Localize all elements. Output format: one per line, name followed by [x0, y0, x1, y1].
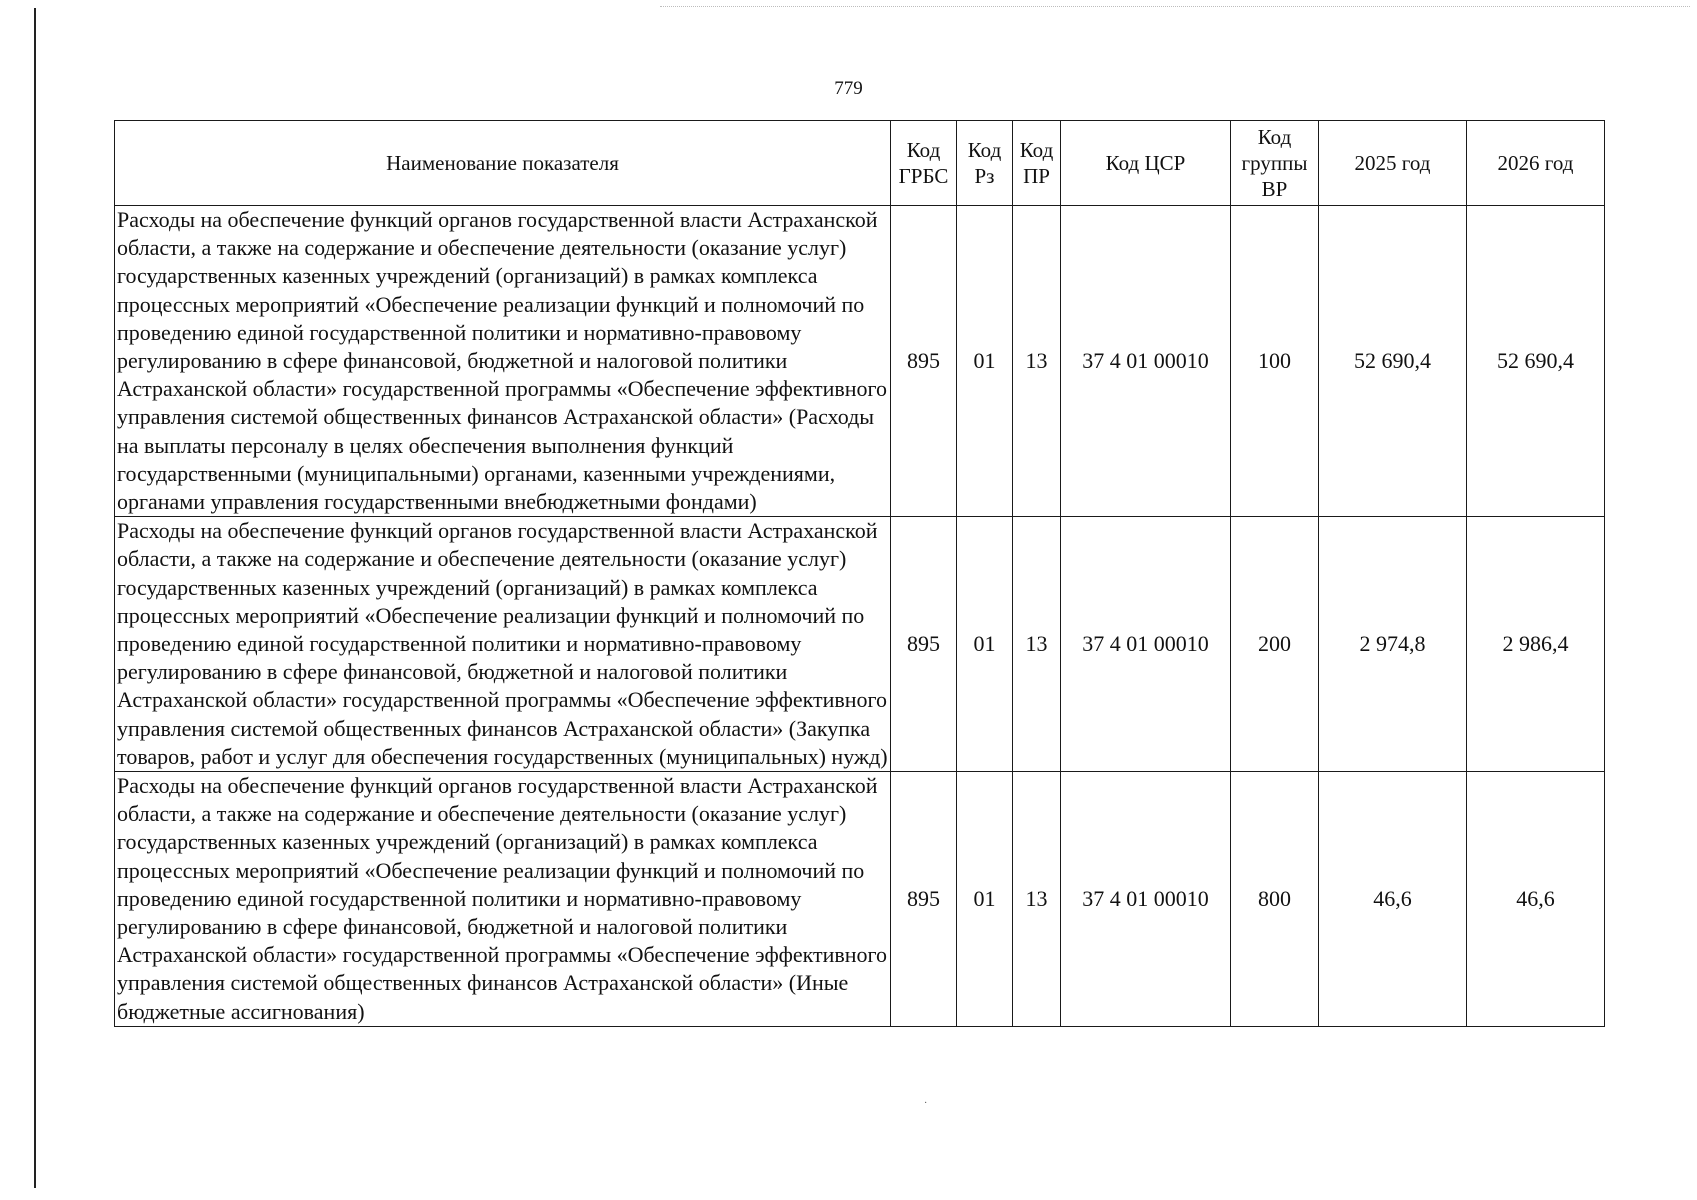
header-pr: Код ПР: [1013, 121, 1061, 206]
table-row: [115, 206, 1605, 517]
row-rz: 01: [957, 772, 1013, 1027]
table-row: [115, 517, 1605, 772]
row-csr: 37 4 01 00010: [1061, 206, 1231, 517]
row-vr: 800: [1231, 772, 1319, 1027]
table-row: [115, 772, 1605, 1027]
row-rz: 01: [957, 517, 1013, 772]
header-name: Наименование показателя: [115, 121, 891, 206]
row-csr: 37 4 01 00010: [1061, 517, 1231, 772]
row-pr: 13: [1013, 517, 1061, 772]
row-csr: 37 4 01 00010: [1061, 772, 1231, 1027]
row-2026: 46,6: [1467, 772, 1605, 1027]
row-pr: 13: [1013, 206, 1061, 517]
header-csr: Код ЦСР: [1061, 121, 1231, 206]
header-grbs: Код ГРБС: [891, 121, 957, 206]
scan-speck: ·: [924, 1098, 928, 1109]
row-rz: 01: [957, 206, 1013, 517]
header-vr: Код группы ВР: [1231, 121, 1319, 206]
top-scan-dots: [660, 6, 1690, 8]
row-2026: 2 986,4: [1467, 517, 1605, 772]
row-vr: 100: [1231, 206, 1319, 517]
header-2025: 2025 год: [1319, 121, 1467, 206]
row-grbs: 895: [891, 517, 957, 772]
page-number: 779: [834, 78, 863, 99]
row-2025: 52 690,4: [1319, 206, 1467, 517]
row-name: Расходы на обеспечение функций органов государственной власти Астраханской области, а также на содержание и обеспечение деятельности (оказание услуг) государственных казенных учреждений (организаций) в рамках комплекса процессных мероприятий «Обеспечение реализации функций и полномочий по проведению единой государственной политики и нормативно-правовому регулированию в сфере финансовой, бюджетной и налоговой политики Астраханской области» государственной программы «Обеспечение эффективного управления системой общественных финансов Астраханской области» (Расходы на выплаты персоналу в целях обеспечения выполнения функций государственными (муниципальными) органами, казенными учреждениями, органами управления государственными внебюджетными фондами): [115, 206, 891, 517]
row-2025: 46,6: [1319, 772, 1467, 1027]
row-vr: 200: [1231, 517, 1319, 772]
budget-table: [114, 120, 1605, 1027]
row-name: Расходы на обеспечение функций органов государственной власти Астраханской области, а также на содержание и обеспечение деятельности (оказание услуг) государственных казенных учреждений (организаций) в рамках комплекса процессных мероприятий «Обеспечение реализации функций и полномочий по проведению единой государственной политики и нормативно-правовому регулированию в сфере финансовой, бюджетной и налоговой политики Астраханской области» государственной программы «Обеспечение эффективного управления системой общественных финансов Астраханской области» (Иные бюджетные ассигнования): [115, 772, 891, 1027]
row-2025: 2 974,8: [1319, 517, 1467, 772]
row-2026: 52 690,4: [1467, 206, 1605, 517]
table-header-row: [115, 121, 1605, 206]
header-rz: Код Рз: [957, 121, 1013, 206]
row-grbs: 895: [891, 206, 957, 517]
row-pr: 13: [1013, 772, 1061, 1027]
row-grbs: 895: [891, 772, 957, 1027]
left-margin-rule: [34, 8, 36, 1188]
header-2026: 2026 год: [1467, 121, 1605, 206]
row-name: Расходы на обеспечение функций органов государственной власти Астраханской области, а также на содержание и обеспечение деятельности (оказание услуг) государственных казенных учреждений (организаций) в рамках комплекса процессных мероприятий «Обеспечение реализации функций и полномочий по проведению единой государственной политики и нормативно-правовому регулированию в сфере финансовой, бюджетной и налоговой политики Астраханской области» государственной программы «Обеспечение эффективного управления системой общественных финансов Астраханской области» (Закупка товаров, работ и услуг для обеспечения государственных (муниципальных) нужд): [115, 517, 891, 772]
